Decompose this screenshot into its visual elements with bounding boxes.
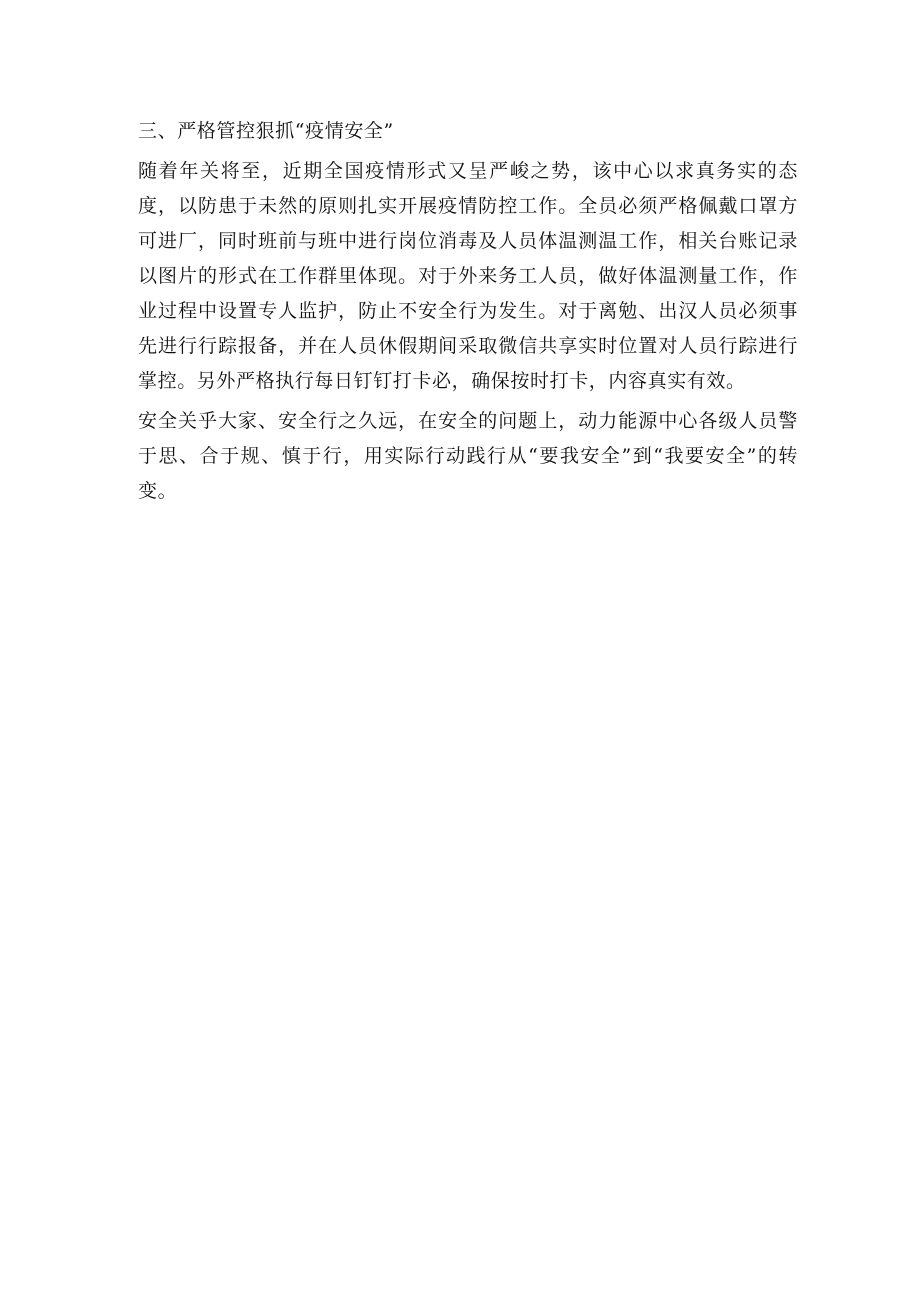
document-body [138,114,798,514]
section-heading: 三、严格管控狠抓“疫情安全” [138,120,394,142]
paragraph-epidemic-control: 随着年关将至，近期全国疫情形式又呈严峻之势，该中心以求真务实的态度，以防患于未然的原则扎实开展疫情防控工作。全员必须严格佩戴口罩方可进厂，同时班前与班中进行岗位消毒及人员体温测温工作，相关台账记录以图片的形式在工作群里体现。对于外来务工人员，做好体温测量工作，作业过程中设置专人监护，防止不安全行为发生。对于离勉、出汉人员必须事先进行行踪报备，并在人员休假期间采取微信共享实时位置对人员行踪进行掌控。另外严格执行每日钉钉打卡必，确保按时打卡，内容真实有效。 [138,160,798,392]
paragraph-safety-conclusion: 安全关乎大家、安全行之久远，在安全的问题上，动力能源中心各级人员警于思、合于规、慎于行，用实际行动践行从“要我安全”到“我要安全”的转变。 [138,410,798,502]
